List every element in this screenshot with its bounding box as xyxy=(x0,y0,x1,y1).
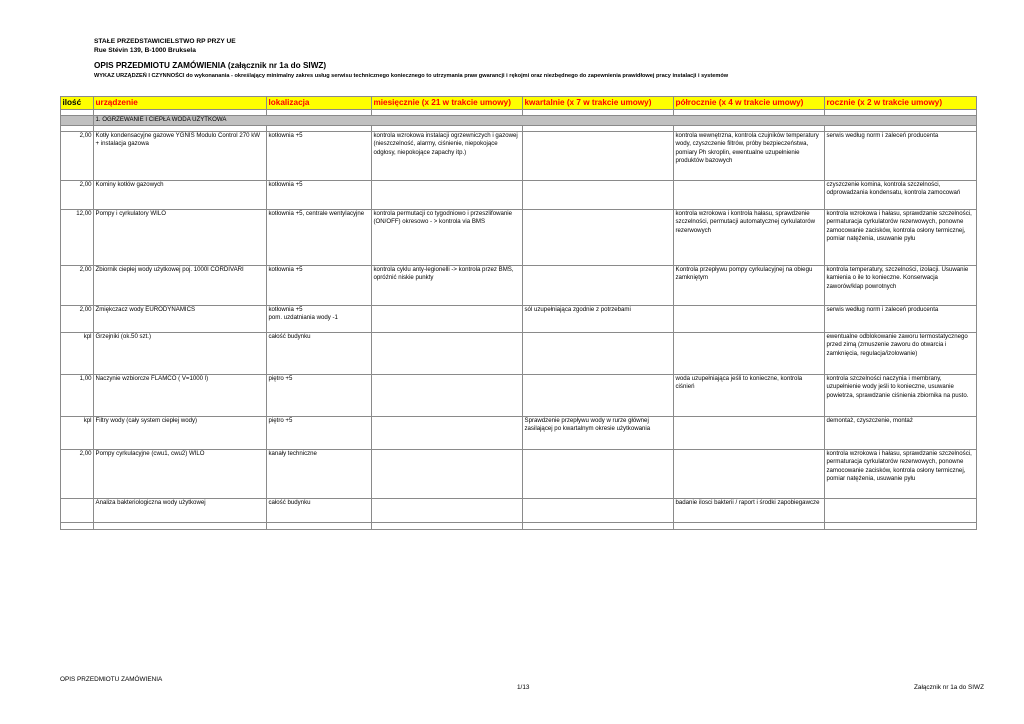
cell-qty: 2,00 xyxy=(61,449,94,498)
document-subtitle: WYKAZ URZĄDZEŃ I CZYNNOŚCI do wykonanania - określający minimalny zakres usług serwisu technicznego koniecznego to utrzymania praw gwarancji i rękojmi oraz niezbędnego do zapewnienia prawidłowej pracy instalacji i systemów xyxy=(94,73,729,79)
cell-quarterly: Sprawdzenie przepływu wody w rurze głównej zasilającej po kwartalnym okresie użytkowania xyxy=(523,416,674,449)
cell-qty: kpl xyxy=(61,416,94,449)
cell-quarterly xyxy=(523,180,674,209)
cell-quarterly xyxy=(523,332,674,374)
table-row xyxy=(61,416,977,449)
document-title: OPIS PRZEDMIOTU ZAMÓWIENIA (załącznik nr 1a do SIWZ) xyxy=(94,61,327,70)
footer-title: OPIS PRZEDMIOTU ZAMÓWIENIA xyxy=(60,676,163,683)
cell-device: Pompy i cyrkulatory WILO xyxy=(94,209,267,265)
cell-semiannual: kontrola wewnętrzna, kontrola czujników temperatury wody, czyszczenie filtrów, próby bezpieczeństwa, pomiary Ph skroplin, ewentualne uzupełnienie produktów bazowych xyxy=(674,131,825,180)
cell-monthly: kontrola permutacji co tygodniowo i przeszlifowanie (ON/OFF) okresowo - > kontrola via BMS xyxy=(372,209,523,265)
cell-annual: czyszczenie komina, kontrola szczelności, odprowadzania kondensatu, kontrola zamocowań xyxy=(825,180,977,209)
cell-annual: kontrola temperatury, szczelności, izolacji. Usuwanie kamienia o ile to konieczne. Konserwacja zaworów/klap powrotnych xyxy=(825,265,977,305)
organization-address: Rue Stévin 139, B-1000 Bruksela xyxy=(94,47,196,54)
cell-annual: demontaż, czyszczenie, montaż xyxy=(825,416,977,449)
cell-device: Kominy kotłów gazowych xyxy=(94,180,267,209)
cell-quarterly xyxy=(523,374,674,416)
cell-semiannual: woda uzupełniająca jeśli to konieczne, kontrola ciśnień xyxy=(674,374,825,416)
cell-monthly xyxy=(372,374,523,416)
cell-annual: kontrola wzrokowa i hałasu, sprawdzanie szczelności, permaturacja cyrkulatorów rezerwowych, ponowne zamocowanie zacisków, kontrola osłony termicznej, pomiar natężenia, usuwanie pyłu xyxy=(825,209,977,265)
cell-semiannual xyxy=(674,449,825,498)
cell-qty: 2,00 xyxy=(61,305,94,332)
organization-block xyxy=(94,37,236,55)
cell-device: Filtry wody (cały system ciepłej wody) xyxy=(94,416,267,449)
cell-quarterly xyxy=(523,265,674,305)
cell-semiannual: Kontrola przepływu pompy cyrkulacyjnej na obiegu zamkniętym xyxy=(674,265,825,305)
cell-location: kotłownia +5 pom. uzdatniania wody -1 xyxy=(267,305,372,332)
cell-device: Naczynie wzbiorcze FLAMCO ( V=1000 l) xyxy=(94,374,267,416)
column-header-device: urządzenie xyxy=(94,97,267,110)
section-row xyxy=(61,116,977,126)
cell-location: kotłownia +5 xyxy=(267,180,372,209)
cell-semiannual xyxy=(674,305,825,332)
column-header-location: lokalizacja xyxy=(267,97,372,110)
cell-monthly: kontrola cyklu anty-legionelli -> kontrola przez BMS, opróżnić niskie punkty xyxy=(372,265,523,305)
cell-device: Analiza bakteriologiczna wody użytkowej xyxy=(94,498,267,522)
column-header-quarterly: kwartalnie (x 7 w trakcie umowy) xyxy=(523,97,674,110)
table-row xyxy=(61,498,977,522)
cell-qty: 1,00 xyxy=(61,374,94,416)
table-row xyxy=(61,449,977,498)
cell-location: całość budynku xyxy=(267,332,372,374)
cell-qty xyxy=(61,498,94,522)
service-table xyxy=(60,96,977,530)
cell-location: kotłownia +5 xyxy=(267,265,372,305)
cell-quarterly xyxy=(523,498,674,522)
cell-qty: 2,00 xyxy=(61,265,94,305)
cell-qty: kpl xyxy=(61,332,94,374)
cell-monthly xyxy=(372,332,523,374)
table-row xyxy=(61,209,977,265)
cell-annual: kontrola wzrokowa i hałasu, sprawdzanie szczelności, permaturacja cyrkulatorów rezerwowych, ponowne zamocowanie zacisków, kontrola osłony termicznej, pomiar natężenia, usuwanie pyłu xyxy=(825,449,977,498)
cell-qty: 2,00 xyxy=(61,180,94,209)
column-header-annual: rocznie (x 2 w trakcie umowy) xyxy=(825,97,977,110)
table-row xyxy=(61,265,977,305)
cell-annual: serwis według norm i zaleceń producenta xyxy=(825,305,977,332)
cell-monthly xyxy=(372,180,523,209)
cell-monthly xyxy=(372,416,523,449)
table-row xyxy=(61,305,977,332)
cell-annual: ewentualne odblokowanie zaworu termostatycznego przed zimą (zmuszenie zaworu do otwarcia i zamknięcia, regulacja/izolowanie) xyxy=(825,332,977,374)
cell-semiannual xyxy=(674,416,825,449)
column-header-qty: ilość xyxy=(61,97,94,110)
cell-monthly xyxy=(372,305,523,332)
cell-quarterly xyxy=(523,449,674,498)
cell-device: Grzejniki (ok.50 szt.) xyxy=(94,332,267,374)
cell-location: kanały techniczne xyxy=(267,449,372,498)
page-number: 1/13 xyxy=(517,684,530,691)
cell-device: Zbiornik ciepłej wody użytkowej poj. 1000l CORDIVARI xyxy=(94,265,267,305)
footer-attachment: Załącznik nr 1a do SIWZ xyxy=(914,684,984,691)
organization-name: STAŁE PRZEDSTAWICIELSTWO RP PRZY UE xyxy=(94,38,236,45)
cell-location: kotłownia +5, centrale wentylacyjne xyxy=(267,209,372,265)
cell-annual: serwis według norm i zaleceń producenta xyxy=(825,131,977,180)
cell-device: Zmiękczacz wody EURODYNAMICS xyxy=(94,305,267,332)
cell-semiannual xyxy=(674,180,825,209)
table-row xyxy=(61,332,977,374)
cell-monthly xyxy=(372,449,523,498)
cell-semiannual: kontrola wzrokowa i kontrola hałasu, sprawdzenie szczelności, permutacji automatycznej cyrkulatorów rezerwowych xyxy=(674,209,825,265)
spacer-row xyxy=(61,522,977,529)
cell-location: piętro +5 xyxy=(267,374,372,416)
cell-quarterly xyxy=(523,131,674,180)
table-row xyxy=(61,180,977,209)
cell-location: całość budynku xyxy=(267,498,372,522)
cell-semiannual: badanie ilosci bakterii / raport i środki zapobiegawcze xyxy=(674,498,825,522)
cell-quarterly xyxy=(523,209,674,265)
cell-location: piętro +5 xyxy=(267,416,372,449)
cell-device: Kotły kondensacyjne gazowe YGNIS Modulo Control 270 kW + instalacja gazowa xyxy=(94,131,267,180)
cell-location: kotłownia +5 xyxy=(267,131,372,180)
table-row xyxy=(61,374,977,416)
cell-annual: kontrola szczelności naczynia i membrany, uzupełnienie wody jeśli to konieczne, usuwanie powietrza, sprawdzanie ciśnienia zbiornika na pusto. xyxy=(825,374,977,416)
cell-qty: 12,00 xyxy=(61,209,94,265)
cell-monthly: kontrola wzrokowa instalacji ogrzewniczych i gazowej (nieszczelność, alarmy, ciśnienie, niepokojące odgłosy, niepokojące zapachy itp.) xyxy=(372,131,523,180)
cell-quarterly: sól uzupełniająca zgodnie z potrzebami xyxy=(523,305,674,332)
table-row xyxy=(61,131,977,180)
table-header-row xyxy=(61,97,977,110)
column-header-semiannual: półrocznie (x 4 w trakcie umowy) xyxy=(674,97,825,110)
cell-monthly xyxy=(372,498,523,522)
cell-annual xyxy=(825,498,977,522)
section-label: 1. OGRZEWANIE I CIEPŁA WODA UŻYTKOWA xyxy=(94,116,977,126)
cell-semiannual xyxy=(674,332,825,374)
column-header-monthly: miesięcznie (x 21 w trakcie umowy) xyxy=(372,97,523,110)
cell-qty: 2,00 xyxy=(61,131,94,180)
cell-device: Pompy cyrkulacyjne (cwu1, cwu2) WILO xyxy=(94,449,267,498)
